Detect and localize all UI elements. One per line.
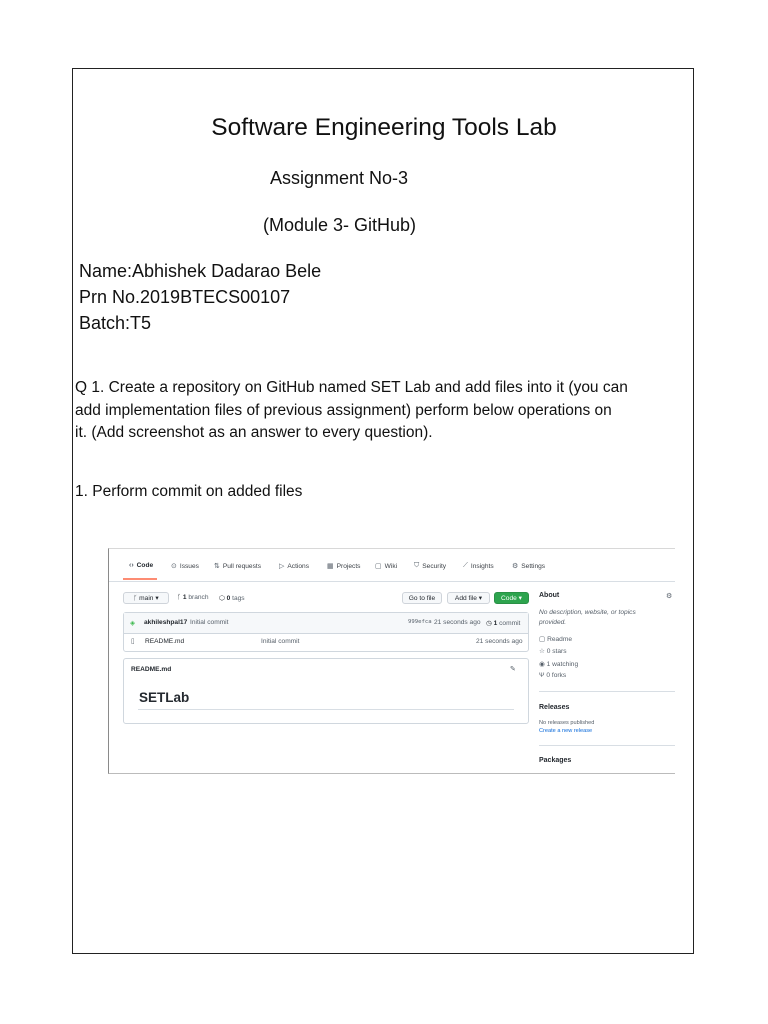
watching-label: 1 watching: [546, 661, 579, 668]
project-icon: ▦: [327, 563, 334, 570]
tab-issues[interactable]: [171, 562, 199, 570]
file-icon: ▯: [131, 638, 135, 645]
student-batch: Batch:T5: [79, 313, 152, 333]
tab-label: Insights: [470, 562, 494, 570]
history-icon: ◷: [486, 620, 492, 627]
file-list: [123, 612, 529, 652]
branch-count-link[interactable]: [177, 594, 209, 601]
page-border: [72, 68, 694, 954]
tab-label: Wiki: [384, 562, 398, 570]
tab-security[interactable]: [414, 562, 446, 570]
pencil-icon[interactable]: ✎: [510, 666, 516, 673]
tab-label: Projects: [336, 562, 361, 570]
play-icon: ▷: [279, 563, 285, 570]
tag-label: tags: [232, 595, 245, 602]
code-button-label: Code: [501, 595, 517, 602]
tab-actions[interactable]: [279, 562, 309, 570]
student-name: Name:Abhishek Dadarao Bele: [79, 261, 322, 281]
tab-label: Pull requests: [222, 562, 261, 570]
tab-label: Settings: [521, 562, 546, 570]
chevron-down-icon: ▾: [155, 595, 159, 602]
readme-filename: README.md: [131, 666, 172, 673]
about-description: No description, website, or topics provided.: [539, 609, 636, 626]
readme-panel: [123, 658, 529, 724]
no-releases-text: No releases published: [539, 720, 595, 726]
branch-icon: ᚴ: [133, 595, 138, 602]
forks-label: 0 forks: [546, 672, 567, 679]
repo-nav: [109, 549, 675, 582]
commit-hash[interactable]: 999efca: [408, 619, 432, 625]
latest-commit-row: [124, 613, 528, 634]
tag-icon: ⬡: [219, 595, 225, 602]
branch-count: 1: [182, 594, 187, 601]
book-icon: ▢: [539, 636, 546, 643]
add-file-label: Add file: [454, 595, 477, 602]
avatar: ◈: [130, 620, 136, 627]
heading-rule: [138, 709, 514, 710]
task-1: 1. Perform commit on added files: [75, 483, 303, 500]
tag-count: 0: [226, 595, 231, 602]
readme-header: [124, 659, 528, 679]
stars-link[interactable]: [539, 647, 567, 655]
student-prn: Prn No.2019BTECS00107: [79, 287, 291, 307]
tab-label: Security: [422, 562, 447, 570]
tab-label: Actions: [287, 562, 310, 570]
commit-time: 21 seconds ago: [434, 619, 481, 626]
forks-link[interactable]: [539, 672, 566, 679]
packages-title[interactable]: Packages: [539, 757, 572, 764]
commit-message[interactable]: Initial commit: [190, 619, 229, 626]
question-line: add implementation files of previous assignment) perform below operations on: [75, 401, 612, 419]
add-file-button[interactable]: [447, 592, 490, 604]
file-commit-time: 21 seconds ago: [476, 638, 523, 645]
chevron-down-icon: ▾: [478, 595, 483, 602]
document-title: Software Engineering Tools Lab: [211, 114, 557, 141]
question-line: it. (Add screenshot as an answer to every question).: [75, 424, 433, 441]
gear-icon: ⚙: [512, 563, 519, 570]
issue-icon: ⊙: [171, 563, 177, 570]
question-1: [75, 377, 675, 445]
chevron-down-icon: ▾: [518, 595, 522, 602]
gear-icon[interactable]: ⚙: [666, 593, 673, 600]
sidebar-divider: [539, 745, 675, 746]
question-line: Q 1. Create a repository on GitHub named SET Lab and add files into it (you can: [75, 379, 628, 396]
assignment-number: Assignment No-3: [270, 168, 409, 188]
active-tab-underline: [123, 578, 157, 580]
tab-wiki[interactable]: [375, 562, 397, 570]
go-to-file-button[interactable]: Go to file: [402, 592, 442, 604]
tab-settings[interactable]: [512, 562, 545, 570]
code-icon: ‹›: [129, 562, 134, 569]
tag-count-link[interactable]: [219, 594, 245, 602]
book-icon: ▢: [375, 563, 382, 570]
tab-code[interactable]: [129, 562, 153, 569]
tab-label: Code: [136, 562, 154, 569]
tab-insights[interactable]: [463, 562, 494, 570]
commit-count-label: commit: [499, 620, 521, 627]
releases-title[interactable]: Releases: [539, 704, 570, 711]
readme-link[interactable]: [539, 635, 572, 643]
branch-label: branch: [188, 594, 209, 601]
about-title: About: [539, 592, 560, 599]
github-screenshot: [108, 548, 675, 774]
create-release-link[interactable]: Create a new release: [539, 728, 593, 734]
shield-icon: ⛉: [414, 562, 420, 569]
branch-name: main: [139, 595, 154, 602]
watching-link[interactable]: [539, 660, 578, 668]
commit-count: 1: [493, 620, 498, 627]
commit-count-link[interactable]: [486, 619, 520, 627]
tab-pull-requests[interactable]: [214, 562, 261, 570]
sidebar-divider: [539, 691, 675, 692]
stars-label: 0 stars: [546, 648, 567, 655]
pull-request-icon: ⇅: [214, 563, 220, 570]
eye-icon: ◉: [539, 661, 545, 668]
file-name[interactable]: README.md: [145, 638, 185, 645]
graph-icon: ⟋: [463, 562, 468, 569]
star-icon: ☆: [539, 648, 545, 655]
commit-author[interactable]: akhileshpal17: [144, 619, 188, 626]
readme-heading: SETLab: [139, 690, 190, 705]
fork-icon: Ψ: [539, 672, 545, 679]
branch-selector[interactable]: [123, 592, 169, 604]
tab-projects[interactable]: [327, 562, 360, 570]
file-commit-message[interactable]: Initial commit: [261, 638, 300, 645]
tab-label: Issues: [179, 562, 199, 570]
readme-link-label: Readme: [547, 636, 573, 643]
branch-icon: ᚴ: [177, 594, 181, 601]
module-label: (Module 3- GitHub): [263, 215, 417, 235]
code-button[interactable]: [494, 592, 529, 604]
